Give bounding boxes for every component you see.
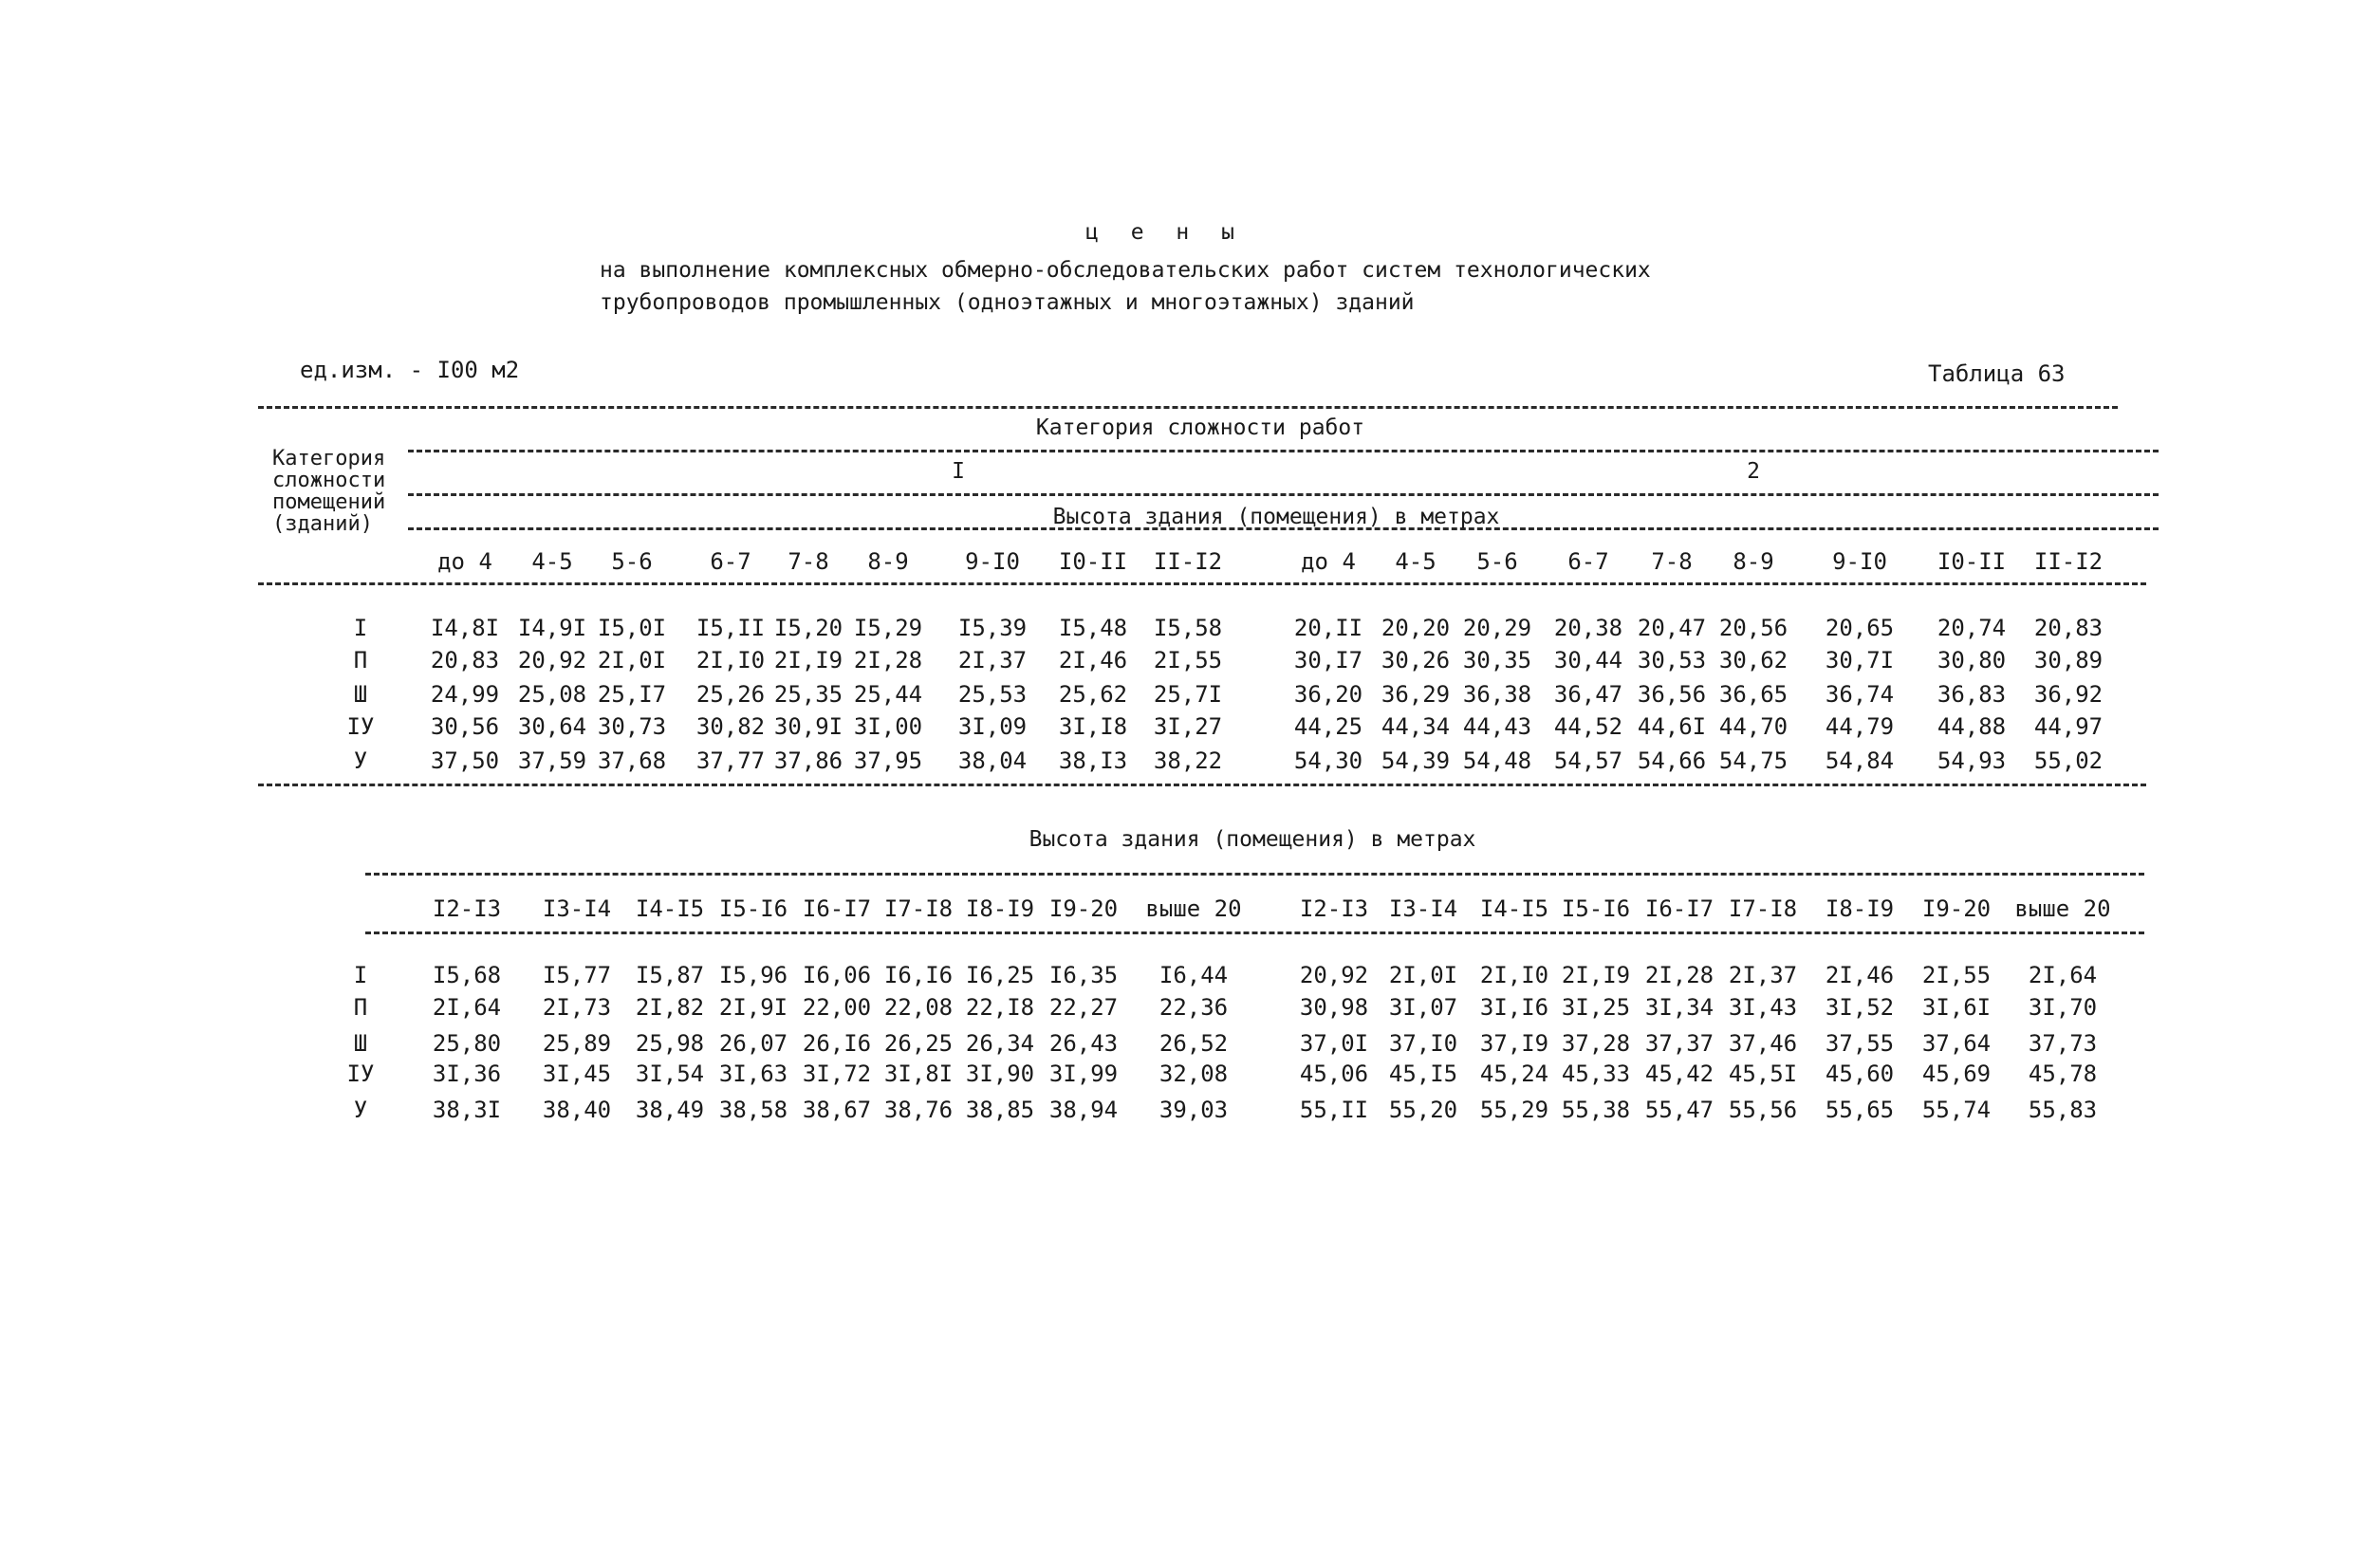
price-cell: 2I,0I [597, 647, 667, 673]
price-cell: 44,70 [1718, 713, 1789, 740]
price-cell: 30,44 [1553, 647, 1623, 673]
column-header: 6-7 [710, 548, 751, 575]
price-cell: 22,00 [802, 994, 872, 1021]
column-header: I6-I7 [802, 895, 872, 922]
price-cell: 3I,09 [957, 713, 1028, 740]
price-cell: 3I,27 [1153, 713, 1223, 740]
price-cell: 20,83 [430, 647, 500, 673]
price-cell: 30,53 [1637, 647, 1707, 673]
column-header: I5-I6 [718, 895, 788, 922]
price-cell: 45,5I [1728, 1061, 1798, 1087]
column-header: 7-8 [788, 548, 829, 575]
price-cell: 2I,37 [957, 647, 1028, 673]
rule-table1-top [258, 406, 2118, 409]
price-cell: 3I,07 [1388, 994, 1458, 1021]
column-header: I3-I4 [542, 895, 612, 922]
price-cell: 3I,I6 [1479, 994, 1549, 1021]
price-cell: 25,I7 [597, 681, 667, 708]
price-cell: 38,76 [883, 1097, 954, 1123]
price-cell: 54,93 [1937, 747, 2007, 774]
price-cell: 24,99 [430, 681, 500, 708]
price-cell: 26,43 [1048, 1030, 1119, 1057]
row-category-label: IУ [346, 713, 375, 740]
column-header: I8-I9 [1825, 895, 1895, 922]
price-cell: 20,29 [1462, 615, 1532, 641]
price-cell: I5,0I [597, 615, 667, 641]
price-cell: 30,7I [1825, 647, 1895, 673]
price-cell: I6,44 [1158, 962, 1229, 988]
category-header: Категория сложности работ [1035, 415, 1365, 440]
rule-table1-category [408, 450, 2159, 452]
price-cell: 44,6I [1637, 713, 1707, 740]
price-cell: 26,52 [1158, 1030, 1229, 1057]
row-category-label: П [353, 647, 368, 673]
height-header: Высота здания (помещения) в метрах [1052, 505, 1500, 529]
price-cell: 30,98 [1299, 994, 1369, 1021]
price-cell: 20,74 [1937, 615, 2007, 641]
column-header: 5-6 [611, 548, 653, 575]
price-cell: 55,56 [1728, 1097, 1798, 1123]
price-cell: 22,I8 [965, 994, 1035, 1021]
rule-table2-columns [365, 932, 2144, 934]
price-cell: 2I,28 [1644, 962, 1715, 988]
column-header: II-I2 [1153, 548, 1223, 575]
price-cell: 2I,I0 [1479, 962, 1549, 988]
column-header: I2-I3 [432, 895, 502, 922]
price-cell: I6,25 [965, 962, 1035, 988]
column-header: выше 20 [2014, 895, 2111, 922]
price-cell: 3I,54 [635, 1061, 705, 1087]
price-cell: 30,I7 [1293, 647, 1363, 673]
column-header: I4-I5 [1479, 895, 1549, 922]
price-cell: 37,37 [1644, 1030, 1715, 1057]
price-cell: 20,92 [1299, 962, 1369, 988]
column-header: II-I2 [2033, 548, 2104, 575]
price-cell: 2I,28 [853, 647, 923, 673]
price-cell: I4,8I [430, 615, 500, 641]
price-cell: 54,84 [1825, 747, 1895, 774]
price-cell: I5,II [695, 615, 766, 641]
price-cell: 37,86 [773, 747, 843, 774]
price-cell: 55,02 [2033, 747, 2104, 774]
price-cell: 38,85 [965, 1097, 1035, 1123]
price-cell: 54,75 [1718, 747, 1789, 774]
column-header: I7-I8 [1728, 895, 1798, 922]
price-cell: 37,I9 [1479, 1030, 1549, 1057]
row-category-label: П [353, 994, 368, 1021]
column-header: выше 20 [1145, 895, 1242, 922]
price-cell: 54,39 [1381, 747, 1451, 774]
price-cell: 30,26 [1381, 647, 1451, 673]
price-cell: 55,II [1299, 1097, 1369, 1123]
price-cell: 2I,55 [1921, 962, 1992, 988]
price-cell: 45,06 [1299, 1061, 1369, 1087]
price-cell: 44,25 [1293, 713, 1363, 740]
price-cell: 44,97 [2033, 713, 2104, 740]
price-cell: 37,68 [597, 747, 667, 774]
unit-of-measure: ед.изм. - I00 м2 [300, 357, 520, 383]
price-cell: 37,77 [695, 747, 766, 774]
document-title: ц е н ы [1085, 220, 1244, 245]
row-header-line: помещений [272, 490, 386, 514]
price-cell: 36,20 [1293, 681, 1363, 708]
price-cell: 25,62 [1058, 681, 1128, 708]
price-cell: 30,89 [2033, 647, 2104, 673]
column-header: до 4 [437, 548, 492, 575]
row-category-label: I [353, 615, 368, 641]
row-header-line: сложности [272, 469, 386, 492]
column-header: I0-II [1937, 548, 2007, 575]
price-cell: 3I,I8 [1058, 713, 1128, 740]
column-header: 8-9 [1733, 548, 1774, 575]
price-cell: 55,29 [1479, 1097, 1549, 1123]
price-cell: 2I,46 [1825, 962, 1895, 988]
price-cell: 3I,00 [853, 713, 923, 740]
table-number: Таблица 63 [1928, 360, 2066, 387]
group-label-1: I [952, 459, 965, 484]
price-cell: 37,73 [2028, 1030, 2098, 1057]
price-cell: I6,I6 [883, 962, 954, 988]
document-subtitle-line-2: трубопроводов промышленных (одноэтажных и многоэтажных) зданий [600, 290, 1415, 315]
rule-table1-bottom [258, 784, 2146, 786]
price-cell: I5,77 [542, 962, 612, 988]
price-cell: I4,9I [517, 615, 587, 641]
price-cell: 54,66 [1637, 747, 1707, 774]
price-cell: 20,II [1293, 615, 1363, 641]
price-cell: 2I,0I [1388, 962, 1458, 988]
price-cell: 20,83 [2033, 615, 2104, 641]
price-cell: 3I,70 [2028, 994, 2098, 1021]
column-header: I2-I3 [1299, 895, 1369, 922]
price-cell: 2I,I9 [773, 647, 843, 673]
price-cell: 55,65 [1825, 1097, 1895, 1123]
price-cell: 38,I3 [1058, 747, 1128, 774]
price-cell: 45,42 [1644, 1061, 1715, 1087]
price-cell: 3I,99 [1048, 1061, 1119, 1087]
price-cell: 38,94 [1048, 1097, 1119, 1123]
price-cell: 2I,46 [1058, 647, 1128, 673]
column-header: I9-20 [1048, 895, 1119, 922]
rule-table1-columns [258, 582, 2146, 585]
column-header: I3-I4 [1388, 895, 1458, 922]
price-cell: 3I,34 [1644, 994, 1715, 1021]
price-cell: 22,08 [883, 994, 954, 1021]
row-header-line: Категория [272, 447, 386, 470]
price-cell: 45,24 [1479, 1061, 1549, 1087]
column-header: 4-5 [531, 548, 573, 575]
price-cell: 37,46 [1728, 1030, 1798, 1057]
price-cell: 37,I0 [1388, 1030, 1458, 1057]
price-cell: 44,79 [1825, 713, 1895, 740]
price-cell: 25,89 [542, 1030, 612, 1057]
column-header: I0-II [1058, 548, 1128, 575]
row-category-label: I [353, 962, 368, 988]
price-cell: 3I,52 [1825, 994, 1895, 1021]
price-cell: 2I,9I [718, 994, 788, 1021]
price-cell: 26,I6 [802, 1030, 872, 1057]
price-cell: 2I,37 [1728, 962, 1798, 988]
price-cell: 55,47 [1644, 1097, 1715, 1123]
price-cell: 30,35 [1462, 647, 1532, 673]
column-header: 6-7 [1567, 548, 1609, 575]
column-header: I9-20 [1921, 895, 1992, 922]
price-cell: 25,53 [957, 681, 1028, 708]
price-cell: 37,0I [1299, 1030, 1369, 1057]
price-cell: 37,28 [1561, 1030, 1631, 1057]
column-header: до 4 [1301, 548, 1356, 575]
row-category-label: Ш [353, 1030, 368, 1057]
price-cell: 44,34 [1381, 713, 1451, 740]
price-cell: 37,55 [1825, 1030, 1895, 1057]
price-cell: 55,74 [1921, 1097, 1992, 1123]
price-cell: 3I,25 [1561, 994, 1631, 1021]
price-cell: 45,I5 [1388, 1061, 1458, 1087]
price-cell: 3I,43 [1728, 994, 1798, 1021]
price-cell: 3I,72 [802, 1061, 872, 1087]
price-cell: 26,34 [965, 1030, 1035, 1057]
price-cell: 38,67 [802, 1097, 872, 1123]
column-header: 7-8 [1651, 548, 1693, 575]
price-cell: 2I,55 [1153, 647, 1223, 673]
price-cell: 45,33 [1561, 1061, 1631, 1087]
price-cell: 2I,82 [635, 994, 705, 1021]
price-cell: 54,48 [1462, 747, 1532, 774]
price-cell: 39,03 [1158, 1097, 1229, 1123]
row-header-line: (зданий) [272, 512, 373, 536]
price-cell: 22,27 [1048, 994, 1119, 1021]
price-cell: I5,96 [718, 962, 788, 988]
price-cell: I5,58 [1153, 615, 1223, 641]
price-cell: 44,43 [1462, 713, 1532, 740]
price-cell: I5,48 [1058, 615, 1128, 641]
price-cell: 30,62 [1718, 647, 1789, 673]
price-cell: 38,58 [718, 1097, 788, 1123]
price-cell: 3I,63 [718, 1061, 788, 1087]
column-header: I4-I5 [635, 895, 705, 922]
price-cell: 44,52 [1553, 713, 1623, 740]
price-cell: 2I,73 [542, 994, 612, 1021]
price-cell: 36,83 [1937, 681, 2007, 708]
price-cell: 55,38 [1561, 1097, 1631, 1123]
price-cell: 54,30 [1293, 747, 1363, 774]
row-category-label: IУ [346, 1061, 375, 1087]
price-cell: 45,60 [1825, 1061, 1895, 1087]
column-header: 9-I0 [1832, 548, 1887, 575]
price-cell: 30,56 [430, 713, 500, 740]
price-cell: 30,64 [517, 713, 587, 740]
column-header: 4-5 [1395, 548, 1436, 575]
price-cell: I6,06 [802, 962, 872, 988]
price-cell: 30,82 [695, 713, 766, 740]
price-cell: 3I,8I [883, 1061, 954, 1087]
price-cell: 25,26 [695, 681, 766, 708]
column-header: 8-9 [867, 548, 909, 575]
price-cell: 25,80 [432, 1030, 502, 1057]
price-cell: 3I,45 [542, 1061, 612, 1087]
price-cell: 25,08 [517, 681, 587, 708]
column-header: I7-I8 [883, 895, 954, 922]
price-cell: 38,40 [542, 1097, 612, 1123]
price-cell: 25,98 [635, 1030, 705, 1057]
price-cell: 2I,64 [432, 994, 502, 1021]
price-cell: 20,38 [1553, 615, 1623, 641]
price-cell: 37,59 [517, 747, 587, 774]
price-cell: 20,20 [1381, 615, 1451, 641]
price-cell: 3I,6I [1921, 994, 1992, 1021]
price-cell: I5,39 [957, 615, 1028, 641]
price-cell: 54,57 [1553, 747, 1623, 774]
price-cell: 25,44 [853, 681, 923, 708]
price-cell: 36,47 [1553, 681, 1623, 708]
column-header: I6-I7 [1644, 895, 1715, 922]
price-cell: 20,65 [1825, 615, 1895, 641]
column-header: 9-I0 [965, 548, 1020, 575]
price-cell: 30,80 [1937, 647, 2007, 673]
price-cell: 36,38 [1462, 681, 1532, 708]
price-cell: 22,36 [1158, 994, 1229, 1021]
price-cell: 37,64 [1921, 1030, 1992, 1057]
row-category-label: У [353, 747, 368, 774]
price-cell: 25,7I [1153, 681, 1223, 708]
price-cell: I5,68 [432, 962, 502, 988]
price-cell: 20,47 [1637, 615, 1707, 641]
row-category-label: Ш [353, 681, 368, 708]
price-cell: 36,92 [2033, 681, 2104, 708]
price-cell: 45,78 [2028, 1061, 2098, 1087]
price-cell: 3I,90 [965, 1061, 1035, 1087]
price-cell: 2I,I0 [695, 647, 766, 673]
price-cell: 2I,I9 [1561, 962, 1631, 988]
row-header-label [272, 448, 385, 535]
column-header: I5-I6 [1561, 895, 1631, 922]
price-cell: 38,22 [1153, 747, 1223, 774]
price-cell: 55,83 [2028, 1097, 2098, 1123]
price-cell: 38,3I [432, 1097, 502, 1123]
price-cell: 20,92 [517, 647, 587, 673]
group-label-2: 2 [1747, 459, 1760, 484]
column-header: 5-6 [1476, 548, 1518, 575]
price-cell: I5,29 [853, 615, 923, 641]
price-cell: 26,25 [883, 1030, 954, 1057]
price-cell: 36,29 [1381, 681, 1451, 708]
price-cell: I5,87 [635, 962, 705, 988]
column-header: I8-I9 [965, 895, 1035, 922]
price-cell: 45,69 [1921, 1061, 1992, 1087]
price-cell: 26,07 [718, 1030, 788, 1057]
price-cell: 36,65 [1718, 681, 1789, 708]
price-cell: 55,20 [1388, 1097, 1458, 1123]
price-cell: 38,49 [635, 1097, 705, 1123]
table2-height-header: Высота здания (помещения) в метрах [1029, 827, 1476, 852]
price-cell: 20,56 [1718, 615, 1789, 641]
price-cell: I5,20 [773, 615, 843, 641]
price-cell: 37,95 [853, 747, 923, 774]
row-category-label: У [353, 1097, 368, 1123]
price-cell: 25,35 [773, 681, 843, 708]
price-cell: 38,04 [957, 747, 1028, 774]
price-cell: 32,08 [1158, 1061, 1229, 1087]
price-cell: 30,73 [597, 713, 667, 740]
price-cell: 36,74 [1825, 681, 1895, 708]
document-subtitle-line-1: на выполнение комплексных обмерно-обследовательских работ систем технологических [600, 258, 1651, 283]
price-cell: 37,50 [430, 747, 500, 774]
price-cell: 30,9I [773, 713, 843, 740]
price-cell: I6,35 [1048, 962, 1119, 988]
price-cell: 3I,36 [432, 1061, 502, 1087]
price-cell: 44,88 [1937, 713, 2007, 740]
rule-table2-top [365, 873, 2144, 876]
rule-table1-groups [408, 493, 2159, 496]
price-cell: 36,56 [1637, 681, 1707, 708]
price-cell: 2I,64 [2028, 962, 2098, 988]
